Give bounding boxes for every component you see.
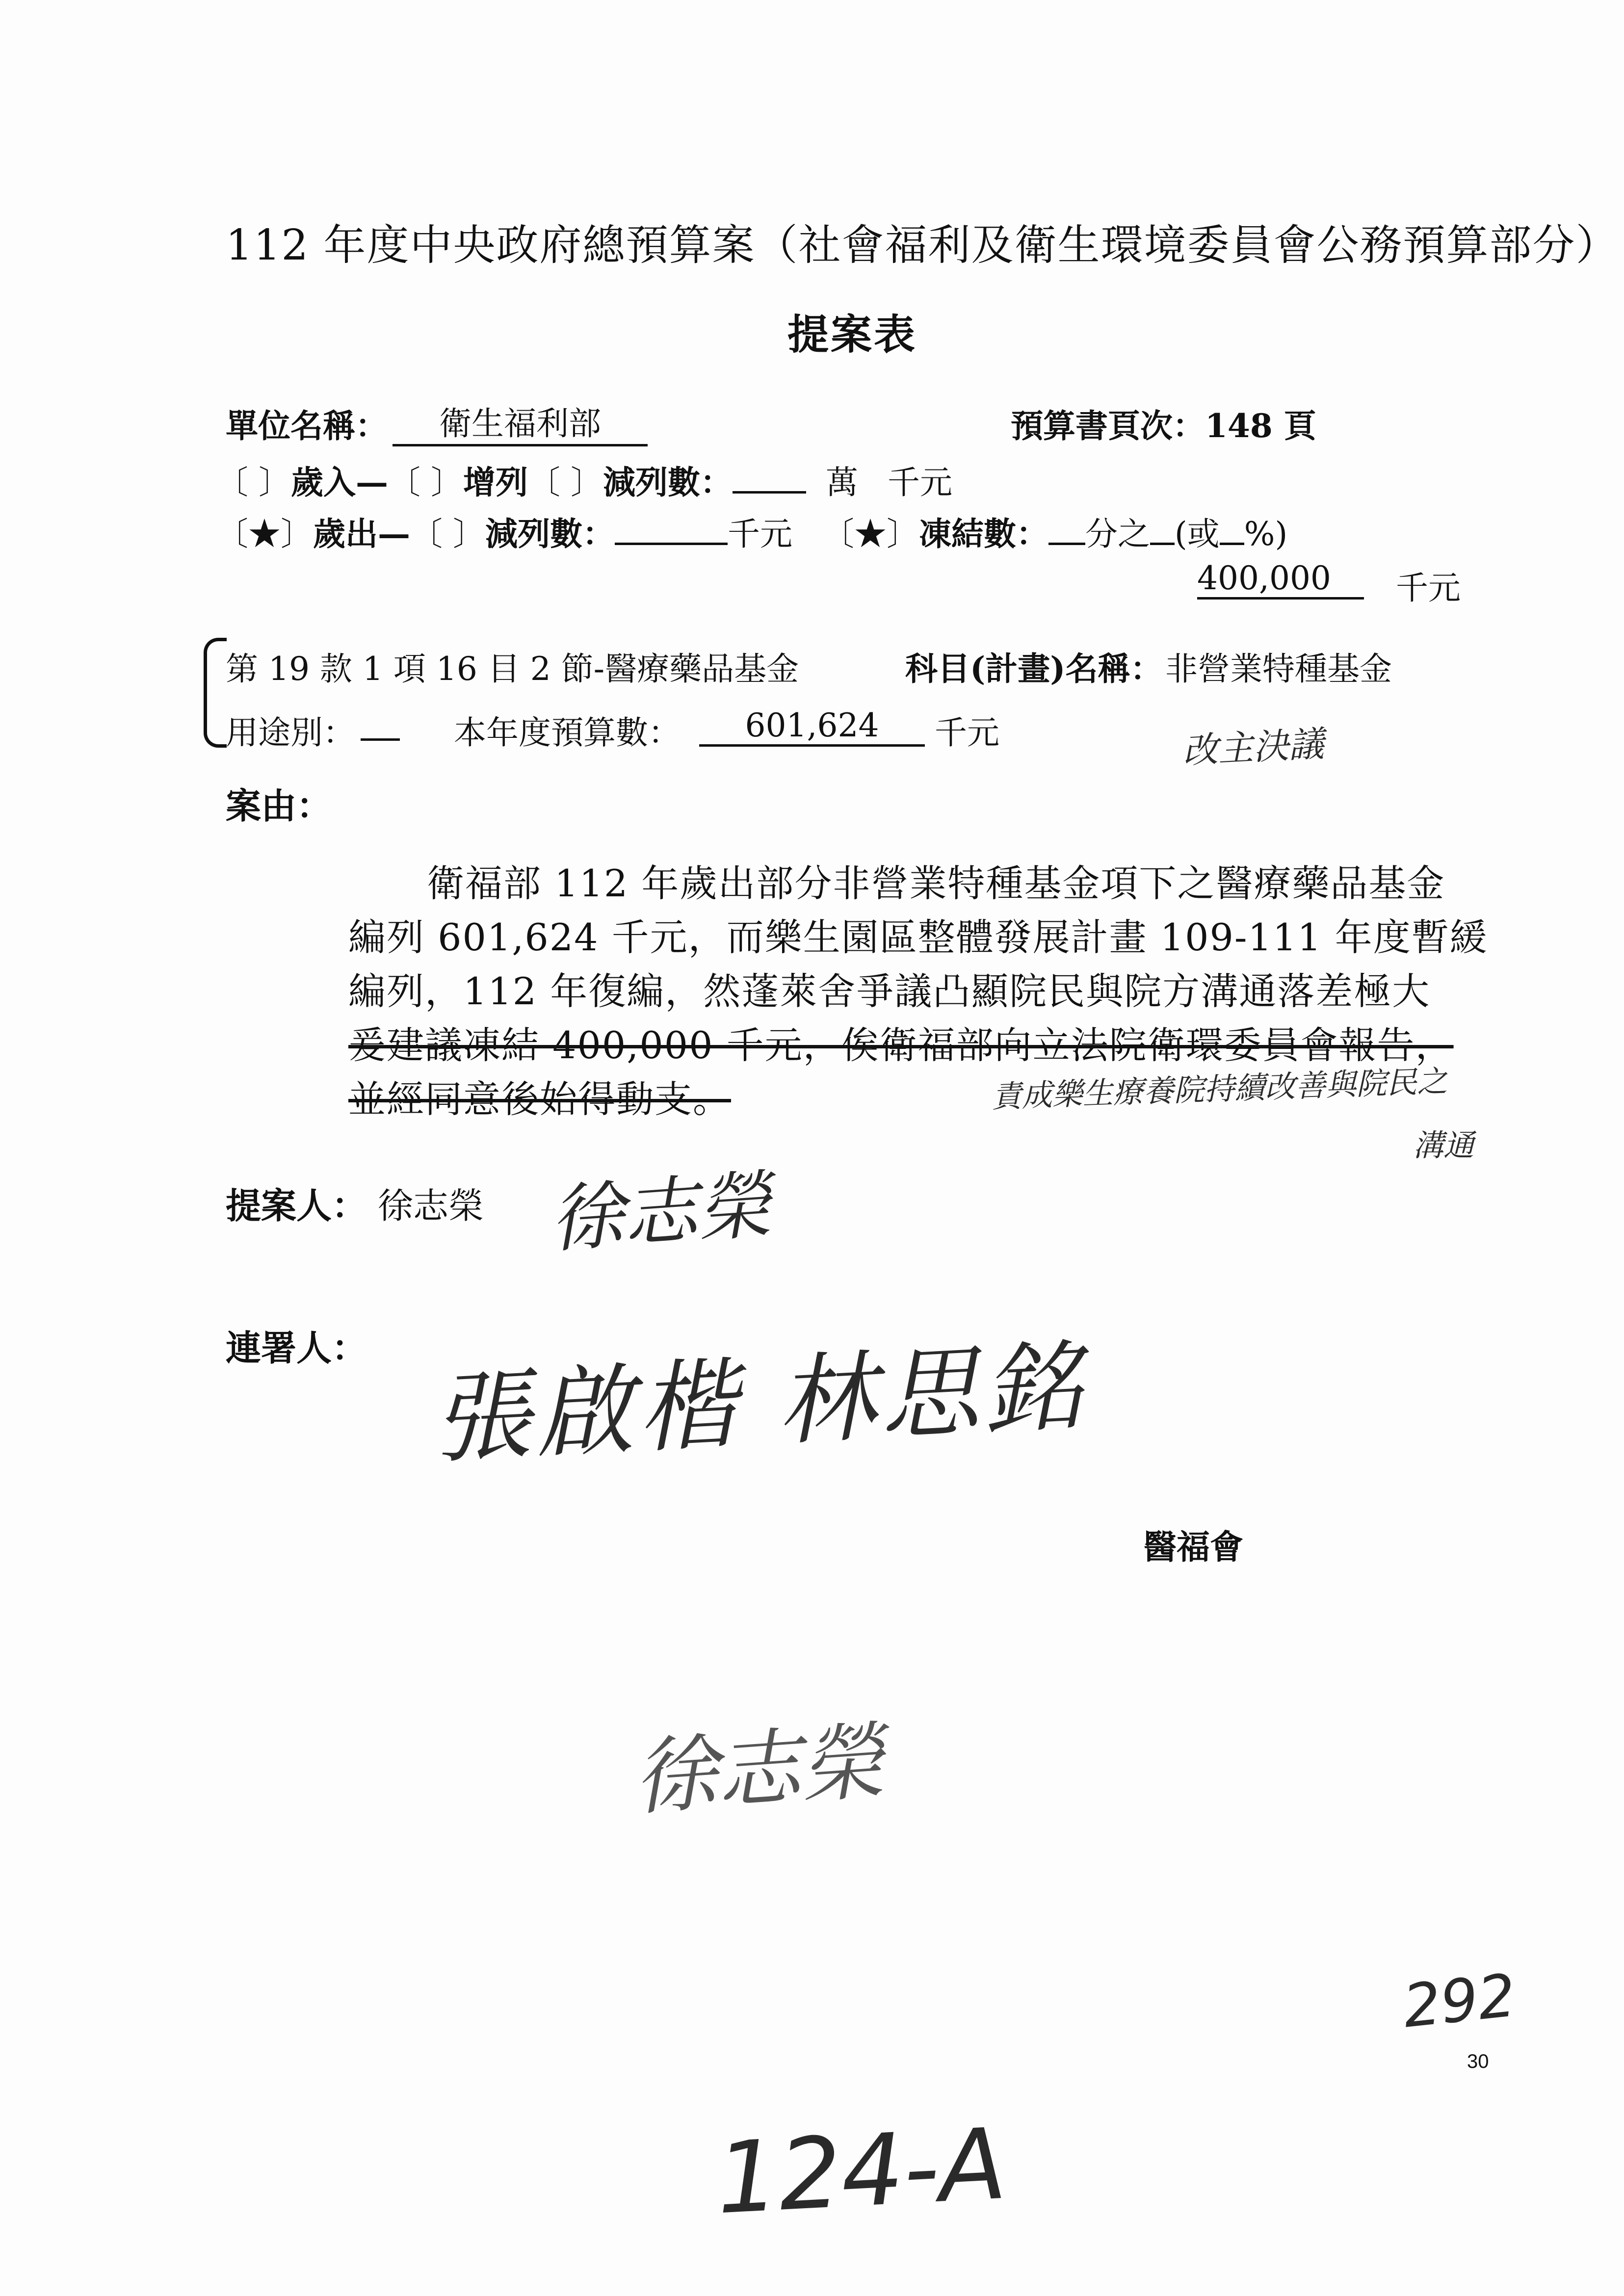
fenzhi-label: 分之 (1085, 515, 1150, 553)
page-number: 30 (1467, 2051, 1489, 2072)
proposer-signature: 徐志榮 (547, 1162, 774, 1263)
qianyuan-label: 千元 (887, 464, 952, 501)
committee-label: 醫福會 (1143, 1528, 1244, 1567)
increase-checkbox: 〔 〕 (388, 464, 463, 501)
proposer-label: 提案人： (226, 1185, 367, 1226)
wan-label: 萬 (825, 464, 858, 501)
handwritten-amendment: 責成樂生療養院持續改善與院民之 (991, 1063, 1448, 1115)
freeze-percent-blank (1220, 518, 1244, 545)
freeze-unit: 千元 (1396, 569, 1461, 607)
expense-line (216, 508, 1287, 554)
expense-label: 歲出— (313, 515, 410, 553)
unit-label: 單位名稱： (226, 407, 388, 445)
percent-label: %) (1244, 515, 1288, 553)
revenue-label: 歲入— (290, 463, 388, 501)
cosigner-signature: 張啟楷 林思銘 (429, 1329, 1089, 1478)
body-line-struck: 並經同意後始得動支。 (348, 1077, 731, 1121)
body-line: 衛福部 112 年歲出部分非營業特種基金項下之醫療藥品基金 (427, 861, 1445, 905)
form-title: 提案表 (787, 310, 917, 359)
subject-name: 非營業特種基金 (1165, 650, 1392, 688)
expense-qianyuan-label: 千元 (727, 515, 792, 553)
expense-reduce-blank (615, 518, 728, 545)
usage-label: 用途別： (226, 714, 355, 752)
body-line: 編列，112 年復編，然蓬萊舍爭議凸顯院民與院方溝通落差極大 (348, 969, 1431, 1013)
reason-label: 案由： (226, 785, 332, 827)
handwritten-note-top: 改主決議 (1181, 723, 1325, 772)
reduce-checkbox: 〔 〕 (527, 464, 603, 501)
section-code: 第 19 款 1 項 16 目 2 節-醫療藥品基金 (226, 650, 799, 688)
freeze-numerator-blank (1048, 518, 1085, 545)
freeze-amount: 400,000 (1197, 559, 1364, 600)
bottom-signature: 徐志榮 (630, 1713, 887, 1827)
freeze-checkbox-checked: 〔★〕 (821, 515, 919, 553)
handwritten-amendment-cont: 溝通 (1413, 1127, 1474, 1163)
document-title: 112 年度中央政府總預算案（社會福利及衛生環境委員會公務預算部分） (226, 221, 1619, 270)
expense-reduce-checkbox: 〔 〕 (410, 515, 485, 553)
revenue-checkbox: 〔 〕 (216, 464, 291, 501)
freeze-label: 凍結數： (918, 515, 1048, 553)
bottom-code: 124-A (713, 2107, 1009, 2237)
handwritten-number: 292 (1400, 1961, 1519, 2041)
budget-label: 本年度預算數： (454, 714, 681, 752)
expense-reduce-label: 減列數： (485, 515, 615, 553)
body-line-struck: 爰建議凍結 400,000 千元，俟衛福部向立法院衛環委員會報告， (348, 1023, 1454, 1067)
reduce-label: 減列數： (602, 463, 733, 501)
expense-checkbox-checked: 〔★〕 (216, 515, 313, 553)
revenue-line (216, 456, 952, 503)
unit-name: 衛生福利部 (393, 397, 648, 446)
proposer-name: 徐志榮 (378, 1185, 484, 1226)
body-line: 編列 601,624 千元，而樂生園區整體發展計畫 109-111 年度暫緩 (348, 915, 1488, 959)
budget-amount: 601,624 (699, 706, 925, 747)
reduce-blank (733, 467, 806, 494)
cosigner-label: 連署人： (226, 1327, 367, 1369)
section-brace (204, 638, 227, 748)
subject-label: 科目(計畫)名稱： (905, 650, 1163, 688)
freeze-denominator-blank (1150, 518, 1175, 545)
usage-blank (361, 738, 400, 741)
increase-label: 增列 (463, 463, 528, 501)
budget-unit: 千元 (935, 714, 999, 752)
or-label: (或 (1174, 515, 1220, 553)
budget-page-label: 預算書頁次：148 頁 (1011, 407, 1316, 445)
